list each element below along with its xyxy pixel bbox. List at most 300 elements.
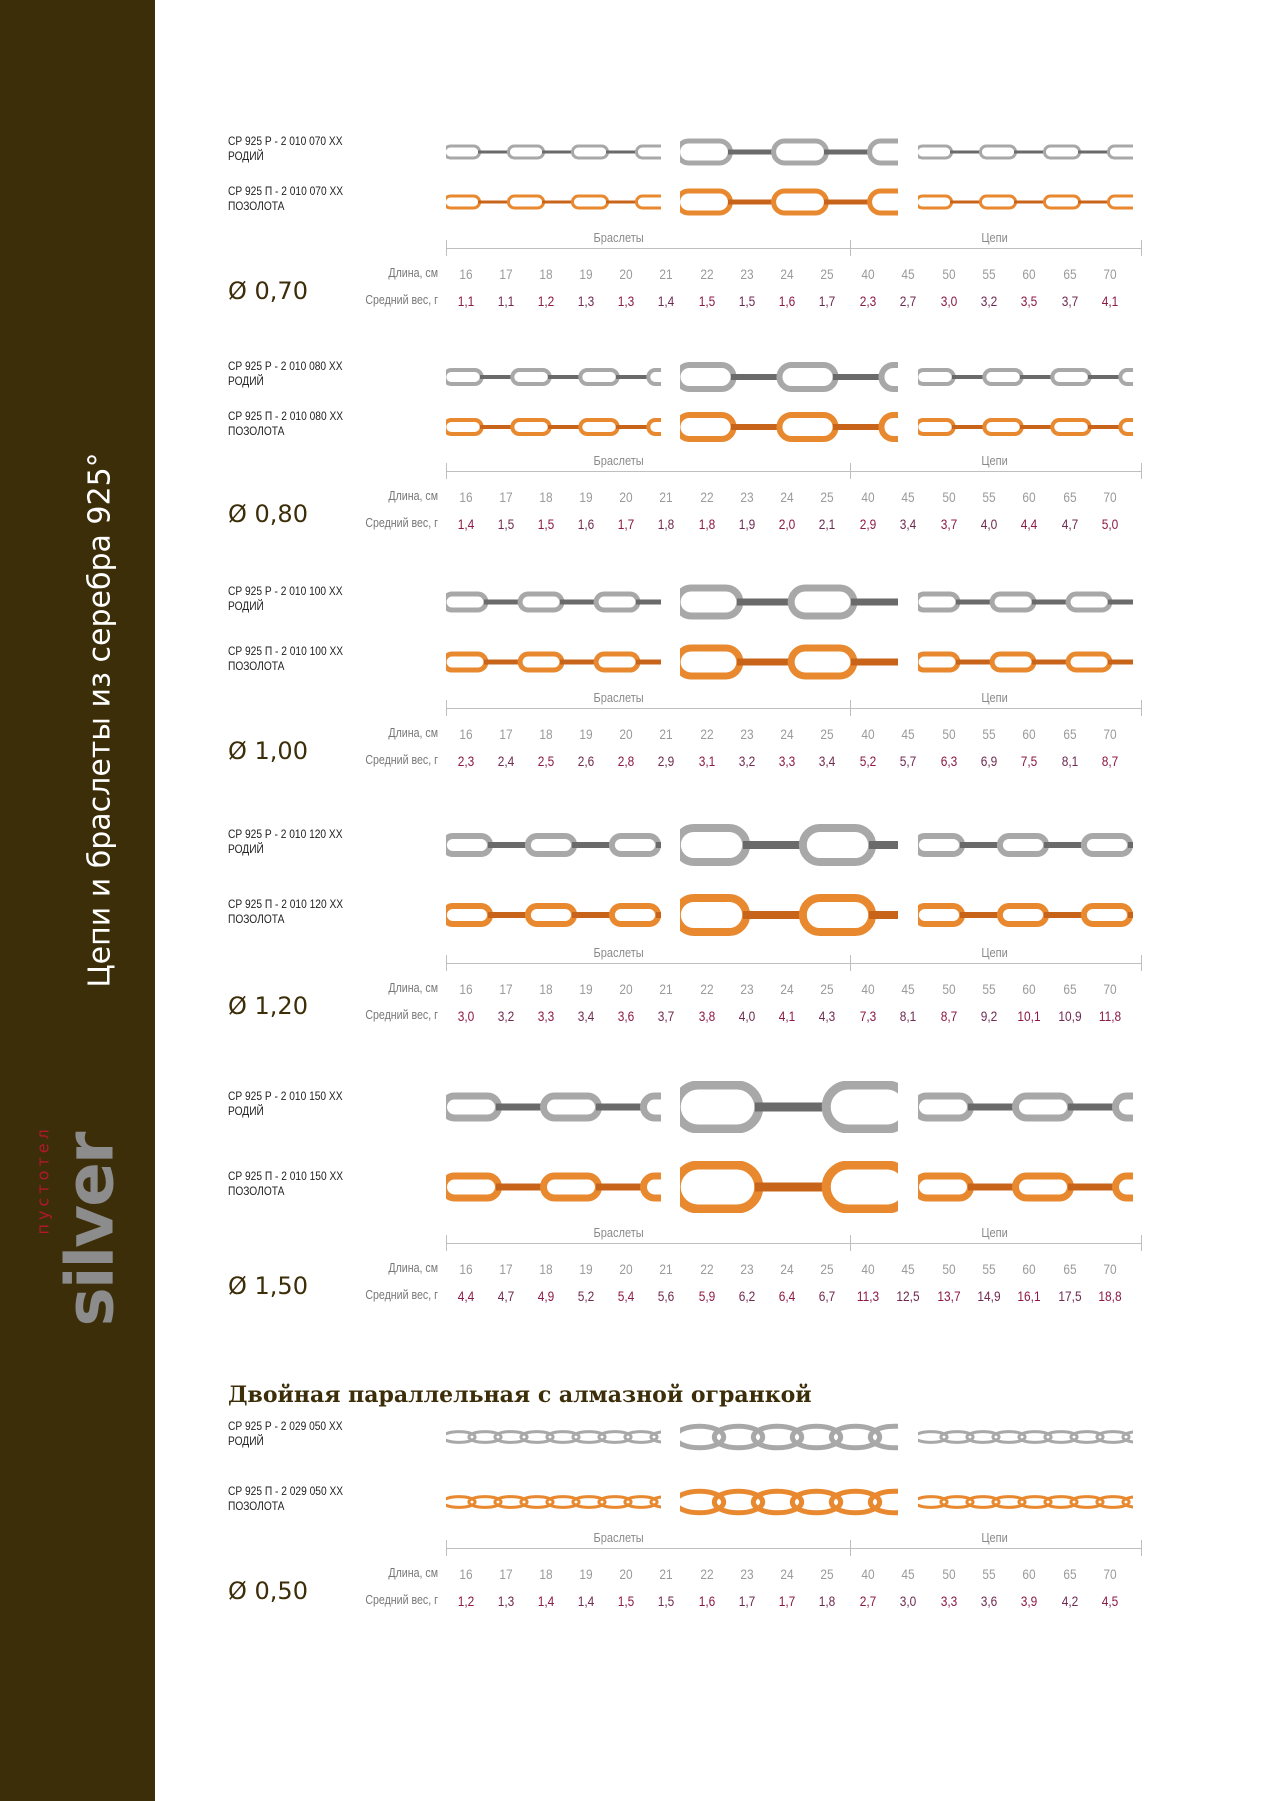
weight-cell: 2,7 bbox=[899, 293, 917, 309]
length-cell: 18 bbox=[539, 726, 553, 742]
chain-link bbox=[737, 659, 794, 666]
side-title: Цепи и браслеты из серебра 925° bbox=[82, 452, 118, 988]
weight-cell: 1,3 bbox=[497, 1593, 515, 1609]
chain-link bbox=[833, 374, 884, 380]
rhodium-label bbox=[228, 827, 343, 857]
weight-cell: 3,8 bbox=[698, 1008, 716, 1024]
chain-link bbox=[520, 654, 562, 670]
weight-cell: 18,8 bbox=[1098, 1288, 1122, 1304]
chain-link bbox=[1000, 906, 1046, 924]
length-cell: 19 bbox=[579, 266, 593, 282]
gold-finish: ПОЗОЛОТА bbox=[228, 1184, 285, 1198]
weight-cell: 1,5 bbox=[537, 516, 555, 532]
weight-cell: 5,6 bbox=[657, 1288, 675, 1304]
length-cell: 21 bbox=[659, 1261, 673, 1277]
chain-link bbox=[1084, 906, 1130, 924]
rhodium-chain-image bbox=[918, 590, 1133, 620]
length-cell: 65 bbox=[1063, 726, 1077, 742]
chain-link bbox=[528, 906, 574, 924]
weight-cell: 3,3 bbox=[778, 753, 796, 769]
length-cell: 21 bbox=[659, 726, 673, 742]
chain-link bbox=[572, 146, 607, 158]
weight-row-label: Средний вес, г bbox=[365, 1593, 438, 1607]
length-cell: 25 bbox=[820, 726, 834, 742]
length-cell: 50 bbox=[942, 1566, 956, 1582]
weight-cell: 1,6 bbox=[577, 516, 595, 532]
chain-link bbox=[446, 654, 486, 670]
length-cell: 19 bbox=[579, 489, 593, 505]
gold-chain-svg bbox=[918, 1172, 1133, 1202]
chain-link bbox=[606, 201, 638, 204]
rhodium-chain-image bbox=[680, 824, 898, 854]
weight-cell: 2,1 bbox=[818, 516, 836, 532]
chain-link bbox=[1108, 196, 1133, 208]
weight-cell: 16,1 bbox=[1017, 1288, 1041, 1304]
chain-link bbox=[1044, 842, 1086, 848]
chain-link bbox=[446, 906, 490, 924]
chain-link bbox=[512, 370, 549, 384]
chain-link bbox=[1016, 1096, 1071, 1118]
weight-row-label: Средний вес, г bbox=[365, 1008, 438, 1022]
chain-link bbox=[446, 370, 482, 384]
gold-code: СР 925 П - 2 010 100 ХХ bbox=[228, 644, 344, 658]
length-cell: 60 bbox=[1022, 726, 1036, 742]
length-cell: 45 bbox=[901, 1566, 915, 1582]
length-cell: 17 bbox=[499, 1261, 513, 1277]
gold-chain-svg bbox=[446, 1492, 661, 1512]
chain-link bbox=[1088, 425, 1122, 429]
chain-link bbox=[881, 415, 898, 439]
length-cell: 50 bbox=[942, 266, 956, 282]
chain-link bbox=[656, 842, 661, 848]
gold-chain-svg bbox=[446, 192, 661, 212]
gold-chain-image bbox=[446, 902, 661, 932]
weight-cell: 1,4 bbox=[657, 293, 675, 309]
group-divider-line bbox=[446, 471, 1141, 472]
gold-chain-svg bbox=[918, 1492, 1133, 1512]
weight-cell: 1,7 bbox=[617, 516, 635, 532]
chain-link bbox=[596, 654, 638, 670]
length-cell: 65 bbox=[1063, 981, 1077, 997]
length-cell: 23 bbox=[740, 1566, 754, 1582]
chain-link bbox=[572, 912, 614, 918]
chain-link bbox=[680, 141, 730, 163]
chain-link bbox=[918, 654, 958, 670]
chain-link bbox=[1116, 1096, 1134, 1118]
weight-cell: 3,0 bbox=[940, 293, 958, 309]
group-tick bbox=[446, 463, 447, 479]
group-divider-line bbox=[446, 708, 1141, 709]
chain-link bbox=[960, 842, 1002, 848]
gold-chain-image bbox=[680, 894, 898, 924]
chain-link bbox=[572, 842, 614, 848]
rhodium-chain-image bbox=[446, 590, 661, 620]
chain-link bbox=[950, 201, 982, 204]
group-tick bbox=[850, 240, 851, 256]
bracelets-label: Браслеты bbox=[588, 230, 649, 245]
length-cell: 21 bbox=[659, 489, 673, 505]
gold-chain-svg bbox=[446, 1172, 661, 1202]
weight-cell: 4,4 bbox=[457, 1288, 475, 1304]
length-cell: 65 bbox=[1063, 266, 1077, 282]
chain-link bbox=[560, 600, 598, 605]
weight-cell: 1,7 bbox=[818, 293, 836, 309]
bracelets-label: Браслеты bbox=[588, 1530, 649, 1545]
weight-cell: 8,7 bbox=[1101, 753, 1119, 769]
sidebar bbox=[0, 0, 155, 1801]
chain-link bbox=[980, 196, 1015, 208]
weight-row-label: Средний вес, г bbox=[365, 1288, 438, 1302]
length-cell: 25 bbox=[820, 266, 834, 282]
length-cell: 20 bbox=[619, 1261, 633, 1277]
weight-cell: 3,5 bbox=[1020, 293, 1038, 309]
weight-cell: 14,9 bbox=[977, 1288, 1001, 1304]
length-cell: 22 bbox=[700, 266, 714, 282]
chain-link bbox=[478, 151, 510, 154]
rhodium-finish: РОДИЙ bbox=[228, 842, 264, 856]
chain-link bbox=[1078, 151, 1110, 154]
length-cell: 40 bbox=[861, 1261, 875, 1277]
chain-link bbox=[791, 588, 854, 616]
length-cell: 17 bbox=[499, 981, 513, 997]
chain-link bbox=[1000, 836, 1046, 854]
length-cell: 20 bbox=[619, 981, 633, 997]
chain-link bbox=[743, 841, 806, 849]
gold-label bbox=[228, 409, 343, 439]
group-divider-line bbox=[446, 963, 1141, 964]
rhodium-chain-image bbox=[680, 1081, 898, 1111]
weight-cell: 3,6 bbox=[980, 1593, 998, 1609]
length-cell: 65 bbox=[1063, 1261, 1077, 1277]
rhodium-label bbox=[228, 134, 343, 164]
length-cell: 50 bbox=[942, 489, 956, 505]
length-cell: 23 bbox=[740, 489, 754, 505]
chain-link bbox=[446, 836, 490, 854]
chain-link bbox=[1116, 1176, 1134, 1198]
gold-finish: ПОЗОЛОТА bbox=[228, 424, 285, 438]
length-cell: 22 bbox=[700, 489, 714, 505]
length-cell: 40 bbox=[861, 489, 875, 505]
chain-link bbox=[496, 1184, 546, 1191]
chain-link bbox=[636, 600, 661, 605]
length-cell: 55 bbox=[982, 489, 996, 505]
length-cell: 65 bbox=[1063, 1566, 1077, 1582]
group-tick bbox=[1141, 1235, 1142, 1251]
chain-link bbox=[1020, 375, 1054, 379]
rhodium-chain-image bbox=[446, 142, 661, 172]
gold-chain-image bbox=[680, 1161, 898, 1191]
chain-link bbox=[612, 836, 658, 854]
chain-link bbox=[791, 648, 854, 676]
chain-link bbox=[1020, 425, 1054, 429]
chain-link bbox=[596, 1104, 646, 1111]
chain-link bbox=[918, 420, 954, 434]
group-tick bbox=[1141, 700, 1142, 716]
chain-link bbox=[484, 600, 522, 605]
weight-cell: 1,3 bbox=[617, 293, 635, 309]
chain-link bbox=[508, 196, 543, 208]
bracelets-label: Браслеты bbox=[588, 690, 649, 705]
gold-chain-svg bbox=[446, 650, 661, 674]
chain-link bbox=[851, 599, 898, 606]
group-tick bbox=[850, 955, 851, 971]
length-cell: 60 bbox=[1022, 1261, 1036, 1277]
chains-label: Цепи bbox=[976, 230, 1013, 245]
weight-cell: 1,9 bbox=[738, 516, 756, 532]
diameter-value: Ø 0,70 bbox=[228, 277, 308, 305]
chains-label: Цепи bbox=[976, 453, 1013, 468]
rhodium-code: СР 925 Р - 2 010 080 ХХ bbox=[228, 359, 343, 373]
weight-cell: 6,4 bbox=[778, 1288, 796, 1304]
chain-link bbox=[488, 842, 530, 848]
length-row-label: Длина, см bbox=[388, 981, 438, 995]
length-cell: 40 bbox=[861, 981, 875, 997]
chain-link bbox=[918, 594, 958, 610]
chain-link bbox=[743, 911, 806, 919]
diameter-value: Ø 1,20 bbox=[228, 992, 308, 1020]
length-cell: 22 bbox=[700, 981, 714, 997]
chain-link bbox=[984, 420, 1021, 434]
length-cell: 70 bbox=[1103, 1261, 1117, 1277]
weight-cell: 1,2 bbox=[457, 1593, 475, 1609]
weight-cell: 4,0 bbox=[980, 516, 998, 532]
weight-cell: 2,4 bbox=[497, 753, 515, 769]
chain-link bbox=[803, 828, 872, 862]
weight-cell: 4,7 bbox=[1061, 516, 1079, 532]
weight-cell: 1,4 bbox=[577, 1593, 595, 1609]
length-row-label: Длина, см bbox=[388, 266, 438, 280]
group-divider-line bbox=[446, 248, 1141, 249]
chain-link bbox=[1068, 594, 1110, 610]
chain-link bbox=[803, 898, 872, 932]
rhodium-chain-image bbox=[918, 366, 1133, 396]
chain-link bbox=[1032, 660, 1070, 665]
rhodium-chain-image bbox=[680, 137, 898, 167]
chains-label: Цепи bbox=[976, 945, 1013, 960]
chain-link bbox=[680, 898, 746, 932]
length-cell: 24 bbox=[780, 726, 794, 742]
chain-link bbox=[968, 1184, 1018, 1191]
chain-link bbox=[918, 196, 952, 208]
rhodium-code: СР 925 Р - 2 010 150 ХХ bbox=[228, 1089, 343, 1103]
rhodium-chain-image bbox=[918, 1427, 1133, 1457]
bracelets-label: Браслеты bbox=[588, 1225, 649, 1240]
weight-cell: 3,0 bbox=[457, 1008, 475, 1024]
chain-link bbox=[648, 420, 661, 434]
weight-cell: 7,3 bbox=[859, 1008, 877, 1024]
rhodium-chain-svg bbox=[918, 590, 1133, 614]
gold-finish: ПОЗОЛОТА bbox=[228, 1499, 285, 1513]
group-tick bbox=[1141, 955, 1142, 971]
chain-link bbox=[755, 1103, 830, 1112]
length-cell: 18 bbox=[539, 266, 553, 282]
length-cell: 60 bbox=[1022, 1566, 1036, 1582]
weight-cell: 6,7 bbox=[818, 1288, 836, 1304]
length-cell: 40 bbox=[861, 1566, 875, 1582]
weight-cell: 1,8 bbox=[657, 516, 675, 532]
length-cell: 23 bbox=[740, 726, 754, 742]
length-cell: 19 bbox=[579, 981, 593, 997]
length-cell: 24 bbox=[780, 489, 794, 505]
weight-cell: 3,9 bbox=[1020, 1593, 1038, 1609]
gold-chain-svg bbox=[918, 416, 1133, 438]
gold-chain-svg bbox=[918, 192, 1133, 212]
weight-cell: 4,0 bbox=[738, 1008, 756, 1024]
group-tick bbox=[1141, 463, 1142, 479]
weight-cell: 4,1 bbox=[1101, 293, 1119, 309]
rhodium-finish: РОДИЙ bbox=[228, 149, 264, 163]
gold-code: СР 925 П - 2 029 050 ХХ bbox=[228, 1484, 344, 1498]
rhodium-code: СР 925 Р - 2 010 070 ХХ bbox=[228, 134, 343, 148]
weight-cell: 6,3 bbox=[940, 753, 958, 769]
weight-cell: 1,4 bbox=[537, 1593, 555, 1609]
chain-link bbox=[1108, 660, 1133, 665]
length-cell: 50 bbox=[942, 981, 956, 997]
weight-cell: 5,4 bbox=[617, 1288, 635, 1304]
group-tick bbox=[850, 1540, 851, 1556]
chain-link bbox=[644, 1176, 662, 1198]
group-tick bbox=[446, 700, 447, 716]
rhodium-chain-svg bbox=[680, 1081, 898, 1133]
rhodium-chain-image bbox=[446, 1092, 661, 1122]
weight-cell: 2,9 bbox=[657, 753, 675, 769]
length-cell: 55 bbox=[982, 1566, 996, 1582]
chain-link bbox=[1068, 654, 1110, 670]
chain-link bbox=[606, 151, 638, 154]
length-cell: 18 bbox=[539, 1566, 553, 1582]
weight-cell: 8,7 bbox=[940, 1008, 958, 1024]
gold-chain-image bbox=[680, 1486, 898, 1516]
length-cell: 45 bbox=[901, 981, 915, 997]
length-cell: 60 bbox=[1022, 489, 1036, 505]
length-cell: 60 bbox=[1022, 981, 1036, 997]
length-cell: 55 bbox=[982, 1261, 996, 1277]
chain-link bbox=[952, 375, 986, 379]
length-cell: 16 bbox=[459, 981, 473, 997]
length-cell: 19 bbox=[579, 1566, 593, 1582]
chain-link bbox=[833, 424, 884, 430]
weight-cell: 1,5 bbox=[657, 1593, 675, 1609]
chain-link bbox=[478, 201, 510, 204]
chain-link bbox=[737, 599, 794, 606]
weight-cell: 1,1 bbox=[457, 293, 475, 309]
chain-link bbox=[572, 196, 607, 208]
group-tick bbox=[446, 240, 447, 256]
weight-cell: 2,3 bbox=[457, 753, 475, 769]
rhodium-chain-image bbox=[680, 584, 898, 614]
group-tick bbox=[446, 1540, 447, 1556]
chain-link bbox=[950, 151, 982, 154]
length-cell: 20 bbox=[619, 1566, 633, 1582]
chain-link bbox=[956, 660, 994, 665]
rhodium-chain-svg bbox=[918, 366, 1133, 388]
gold-label bbox=[228, 1484, 343, 1514]
weight-cell: 3,4 bbox=[577, 1008, 595, 1024]
chain-link bbox=[826, 1085, 898, 1129]
chain-link bbox=[731, 424, 782, 430]
gold-chain-svg bbox=[680, 1486, 898, 1518]
gold-chain-svg bbox=[446, 416, 661, 438]
chain-link bbox=[1108, 600, 1133, 605]
chain-link bbox=[580, 420, 617, 434]
gold-chain-image bbox=[918, 1172, 1133, 1202]
section-heading: Двойная параллельная с алмазной огранкой bbox=[228, 1382, 812, 1408]
rhodium-code: СР 925 Р - 2 029 050 ХХ bbox=[228, 1419, 343, 1433]
chain-link bbox=[648, 370, 661, 384]
gold-chain-svg bbox=[918, 902, 1133, 928]
rhodium-finish: РОДИЙ bbox=[228, 374, 264, 388]
rhodium-chain-image bbox=[918, 1092, 1133, 1122]
weight-cell: 3,0 bbox=[899, 1593, 917, 1609]
length-cell: 70 bbox=[1103, 1566, 1117, 1582]
length-cell: 23 bbox=[740, 266, 754, 282]
weight-cell: 7,5 bbox=[1020, 753, 1038, 769]
group-tick bbox=[850, 1235, 851, 1251]
chain-link bbox=[918, 906, 962, 924]
weight-cell: 1,3 bbox=[577, 293, 595, 309]
gold-code: СР 925 П - 2 010 150 ХХ bbox=[228, 1169, 344, 1183]
group-tick bbox=[850, 700, 851, 716]
chain-link bbox=[636, 146, 661, 158]
weight-cell: 2,5 bbox=[537, 753, 555, 769]
chain-link bbox=[869, 841, 898, 849]
chain-link bbox=[918, 836, 962, 854]
weight-cell: 1,6 bbox=[778, 293, 796, 309]
gold-finish: ПОЗОЛОТА bbox=[228, 199, 285, 213]
weight-cell: 1,6 bbox=[698, 1593, 716, 1609]
rhodium-chain-svg bbox=[446, 832, 661, 858]
chain-link bbox=[870, 1426, 898, 1448]
length-cell: 55 bbox=[982, 266, 996, 282]
length-cell: 18 bbox=[539, 1261, 553, 1277]
length-cell: 16 bbox=[459, 726, 473, 742]
gold-chain-image bbox=[446, 1492, 661, 1522]
chains-label: Цепи bbox=[976, 1225, 1013, 1240]
chain-link bbox=[616, 425, 650, 429]
chain-link bbox=[496, 1104, 546, 1111]
rhodium-chain-svg bbox=[918, 1427, 1133, 1447]
chain-link bbox=[680, 415, 734, 439]
chain-link bbox=[446, 1096, 499, 1118]
weight-cell: 4,5 bbox=[1101, 1593, 1119, 1609]
chain-link bbox=[960, 912, 1002, 918]
chain-link bbox=[656, 912, 661, 918]
gold-chain-image bbox=[680, 411, 898, 441]
length-cell: 24 bbox=[780, 981, 794, 997]
chain-link bbox=[968, 1104, 1018, 1111]
weight-cell: 3,1 bbox=[698, 753, 716, 769]
gold-chain-image bbox=[446, 1172, 661, 1202]
weight-cell: 1,2 bbox=[537, 293, 555, 309]
gold-chain-image bbox=[918, 902, 1133, 932]
weight-cell: 1,1 bbox=[497, 293, 515, 309]
rhodium-chain-image bbox=[680, 361, 898, 391]
weight-cell: 3,2 bbox=[980, 293, 998, 309]
length-cell: 23 bbox=[740, 1261, 754, 1277]
gold-chain-image bbox=[918, 416, 1133, 446]
chain-link bbox=[680, 1165, 759, 1209]
chain-link bbox=[1120, 420, 1133, 434]
chain-link bbox=[544, 1096, 599, 1118]
length-cell: 18 bbox=[539, 489, 553, 505]
weight-cell: 8,1 bbox=[899, 1008, 917, 1024]
gold-chain-svg bbox=[446, 902, 661, 928]
chain-link bbox=[680, 828, 746, 862]
weight-cell: 3,7 bbox=[657, 1008, 675, 1024]
weight-cell: 9,2 bbox=[980, 1008, 998, 1024]
rhodium-chain-svg bbox=[680, 824, 898, 866]
weight-cell: 2,9 bbox=[859, 516, 877, 532]
